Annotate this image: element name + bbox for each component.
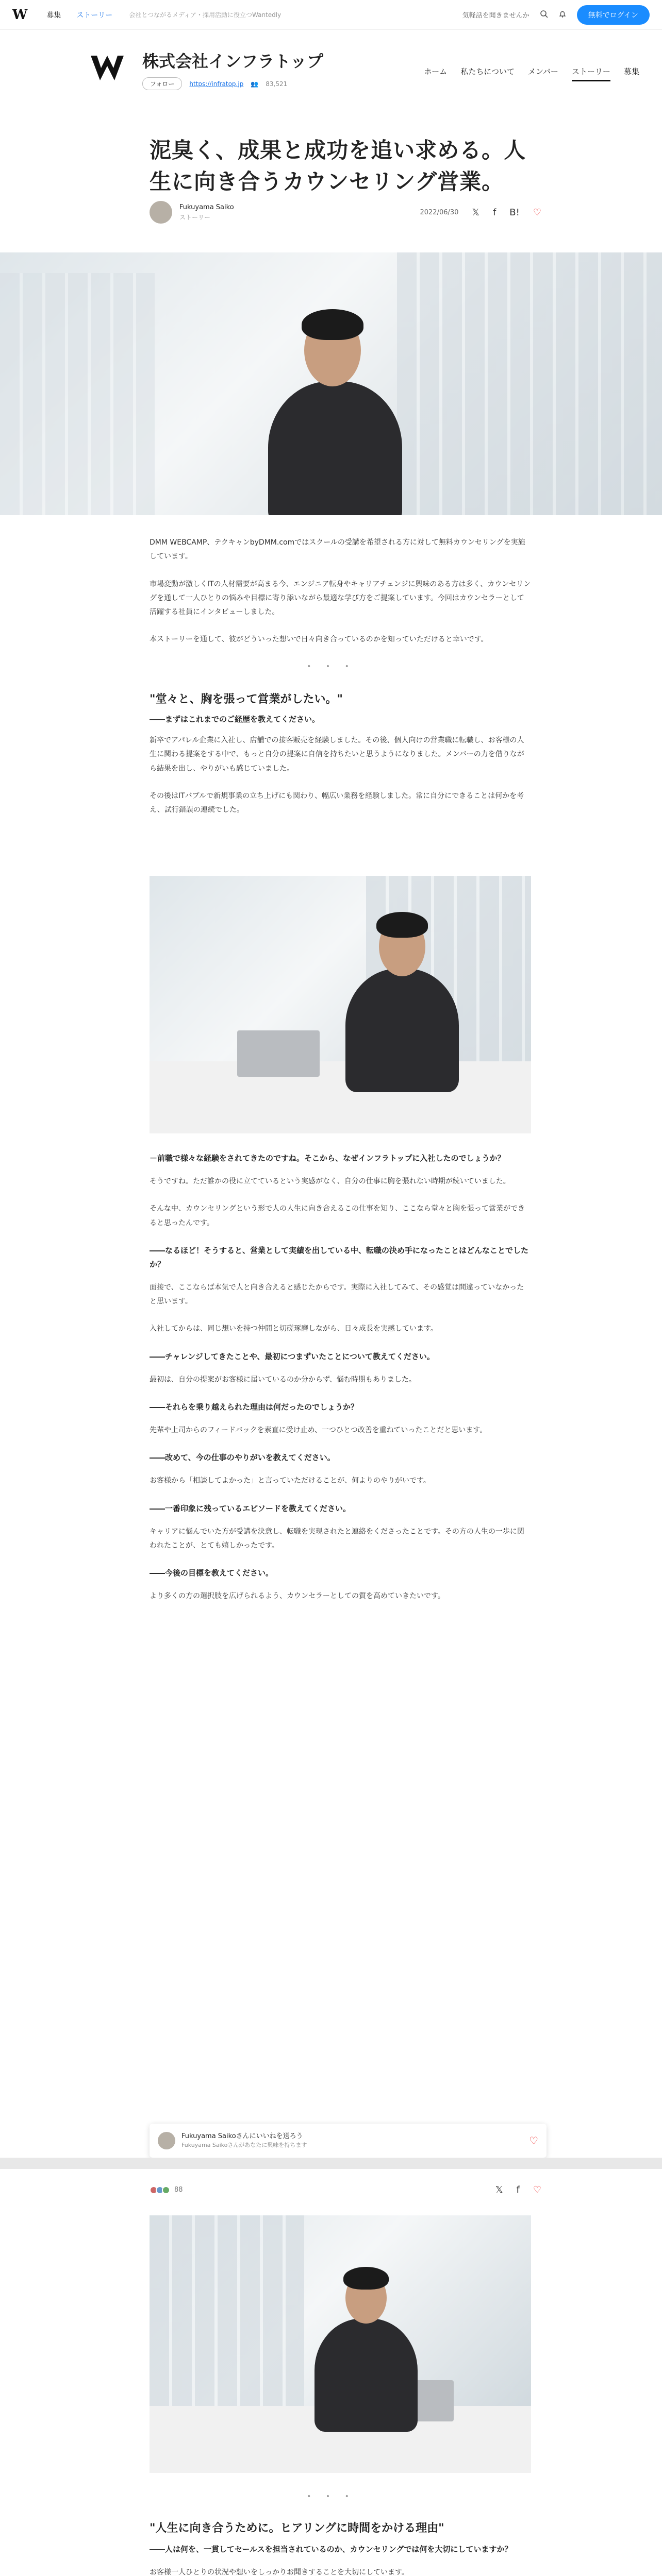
login-button[interactable]: 無料でログイン: [577, 5, 650, 25]
paragraph: 面接で、ここならば本気で人と向き合えると感じたからです。実際に入社してみて、その感覚は間違っていなかったと思います。: [150, 1283, 524, 1306]
company-tab-stories[interactable]: ストーリー: [572, 66, 610, 81]
like-prompt-title: Fukuyama Saikoさんにいいねを送ろう: [181, 2132, 303, 2141]
paragraph: 最初は、自分の提案がお客様に届いているのか分からず、悩む時期もありました。: [150, 1375, 416, 1384]
article-header: [150, 135, 531, 198]
heart-icon[interactable]: ♡: [533, 2184, 541, 2195]
intro: [150, 536, 531, 660]
likes-count[interactable]: 88: [174, 2186, 183, 2194]
hero-photo: [0, 252, 662, 515]
heart-icon[interactable]: ♡: [533, 207, 541, 218]
intro-paragraph: 市場変動が激しくITの人材需要が高まる今、エンジニア転身やキャリアチェンジに興味のある方は多く、カウンセリングを通して一人ひとりの悩みや目標に寄り添いながら最適な学び方をご提案しています。今回はカウンセラーとして活躍する社員にインタビューしました。: [150, 580, 531, 617]
company-logo-icon[interactable]: [88, 48, 127, 88]
section-1: [150, 690, 531, 831]
twitter-share-icon[interactable]: 𝕏: [472, 207, 479, 218]
company-name[interactable]: 株式会社インフラトップ: [142, 52, 324, 71]
author-name[interactable]: Fukuyama Saiko: [179, 204, 234, 212]
company-tab-about[interactable]: 私たちについて: [460, 67, 515, 76]
avatar: [162, 2186, 170, 2194]
paragraph: そんな中、カウンセリングという形で人の人生に向き合えるこの仕事を知り、ここなら堂々と胸を張って営業ができると思ったんです。: [150, 1205, 525, 1227]
section-1-cont: [150, 1151, 531, 1617]
section-heading: "人生に向き合うために。ヒアリングに時間をかける理由": [150, 2522, 444, 2535]
question: ――今後の目標を教えてください。: [150, 1568, 274, 1578]
question: ――なるほど！そうすると、営業として実績を出している中、転職の決め手になったことはどんなことでしたか？: [150, 1245, 529, 1269]
interview-photo: [150, 2215, 531, 2473]
paragraph: お客様一人ひとりの状況や想いをしっかりお聞きすることを大切にしています。: [150, 2568, 409, 2576]
company-tab-jobs[interactable]: 募集: [623, 67, 639, 76]
avatar: [158, 2132, 175, 2149]
facebook-share-icon[interactable]: f: [516, 2184, 520, 2195]
question: ――改めて、今の仕事のやりがいを教えてください。: [150, 1453, 335, 1463]
question: ――まずはこれまでのご経歴を教えてください。: [150, 715, 320, 724]
hatena-share-icon[interactable]: B!: [509, 207, 520, 218]
intro-paragraph: DMM WEBCAMP、テクキャンbyDMM.comではスクールの受講を希望される方に対して無料カウンセリングを実施しています。: [150, 538, 525, 561]
twitter-share-icon[interactable]: 𝕏: [495, 2184, 503, 2195]
question: ――人は何を、一貫してセールスを担当されているのか、カウンセリングでは何を大切にしていますか？: [150, 2545, 512, 2554]
company-tab-home[interactable]: ホーム: [424, 67, 448, 76]
followers-count: 83,521: [266, 80, 288, 88]
paragraph: お客様から「相談してよかった」と言っていただけることが、何よりのやりがいです。: [150, 1477, 431, 1485]
question: ――一番印象に残っているエピソードを教えてください。: [150, 1503, 351, 1513]
search-icon[interactable]: [540, 10, 548, 20]
section-heading: "堂々と、胸を張って営業がしたい。": [150, 693, 343, 706]
company-header: [88, 48, 639, 90]
paragraph: キャリアに悩んでいた方が受講を決意し、転職を実現されたと連絡をくださったことです。その方の人生の一歩に関われたことが、とても嬉しかったです。: [150, 1527, 524, 1550]
divider: • • •: [307, 2493, 355, 2501]
search-hint[interactable]: 気軽話を聞きませんか: [462, 12, 529, 20]
paragraph: 入社してからは、同じ想いを持つ仲間と切磋琢磨しながら、日々成長を実感しています。: [150, 1325, 438, 1333]
author-role: ストーリー: [179, 213, 211, 221]
question: ――チャレンジしてきたことや、最初につまずいたことについて教えてください。: [150, 1351, 435, 1361]
post-date: 2022/06/30: [420, 208, 459, 216]
heart-icon[interactable]: ♡: [529, 2134, 538, 2147]
followers-icon: 👥: [251, 80, 259, 88]
avatar[interactable]: [150, 201, 172, 224]
wantedly-logo[interactable]: W: [12, 7, 26, 23]
company-tab-members[interactable]: メンバー: [528, 67, 558, 76]
paragraph: そうですね。ただ誰かの役に立てているという実感がなく、自分の仕事に胸を張れない時期が続いていました。: [150, 1177, 510, 1185]
facebook-share-icon[interactable]: f: [492, 207, 496, 218]
paragraph: 新卒でアパレル企業に入社し、店舗での接客販売を経験しました。その後、個人向けの営業職に転職し、お客様の人生に関わる提案をする中で、もっと自分の提案に自信を持ちたいと思うようになりました。メンバーの力を借りながら結果を出し、やりがいも感じていました。: [150, 736, 524, 773]
likes-row: [150, 2184, 541, 2195]
section-divider-band: [0, 2158, 662, 2169]
top-bar: [0, 0, 662, 30]
paragraph: より多くの方の選択肢を広げられるよう、カウンセラーとしての質を高めていきたいです。: [150, 1592, 445, 1601]
company-url[interactable]: https://infratop.jp: [189, 80, 244, 88]
question: ――それらを乗り越えられた理由は何だったのでしょうか？: [150, 1402, 359, 1412]
photo-caption: －前職で様々な経験をされてきたのですね。そこから、なぜインフラトップに入社したのでしょうか？: [150, 1154, 505, 1163]
site-description: 会社とつながるメディア・採用活動に役立つWantedly: [129, 11, 282, 19]
divider: • • •: [307, 663, 355, 671]
intro-paragraph: 本ストーリーを通して、彼がどういった想いで日々向き合っているのかを知っていただけると幸いです。: [150, 635, 488, 644]
top-nav: [46, 10, 112, 20]
section-2: [150, 2519, 531, 2576]
interview-photo: [150, 876, 531, 1133]
paragraph: 先輩や上司からのフィードバックを素直に受け止め、一つひとつ改善を重ねていったことだと思います。: [150, 1426, 487, 1435]
nav-jobs[interactable]: 募集: [46, 11, 61, 20]
bell-icon[interactable]: [558, 10, 567, 20]
author-row: [150, 201, 541, 224]
company-nav: [424, 66, 639, 81]
nav-stories[interactable]: ストーリー: [76, 11, 113, 20]
like-prompt-sub: Fukuyama Saikoさんがあなたに興味を持ちます: [181, 2142, 307, 2149]
paragraph: その後はITバブルで新規事業の立ち上げにも関わり、幅広い業務を経験しました。常に自分にできることは何かを考え、試行錯誤の連続でした。: [150, 791, 524, 815]
article-title: 泥臭く、成果と成功を追い求める。人生に向き合うカウンセリング営業。: [150, 138, 526, 194]
like-prompt-bar[interactable]: [150, 2124, 547, 2158]
follow-button[interactable]: フォロー: [142, 77, 182, 90]
